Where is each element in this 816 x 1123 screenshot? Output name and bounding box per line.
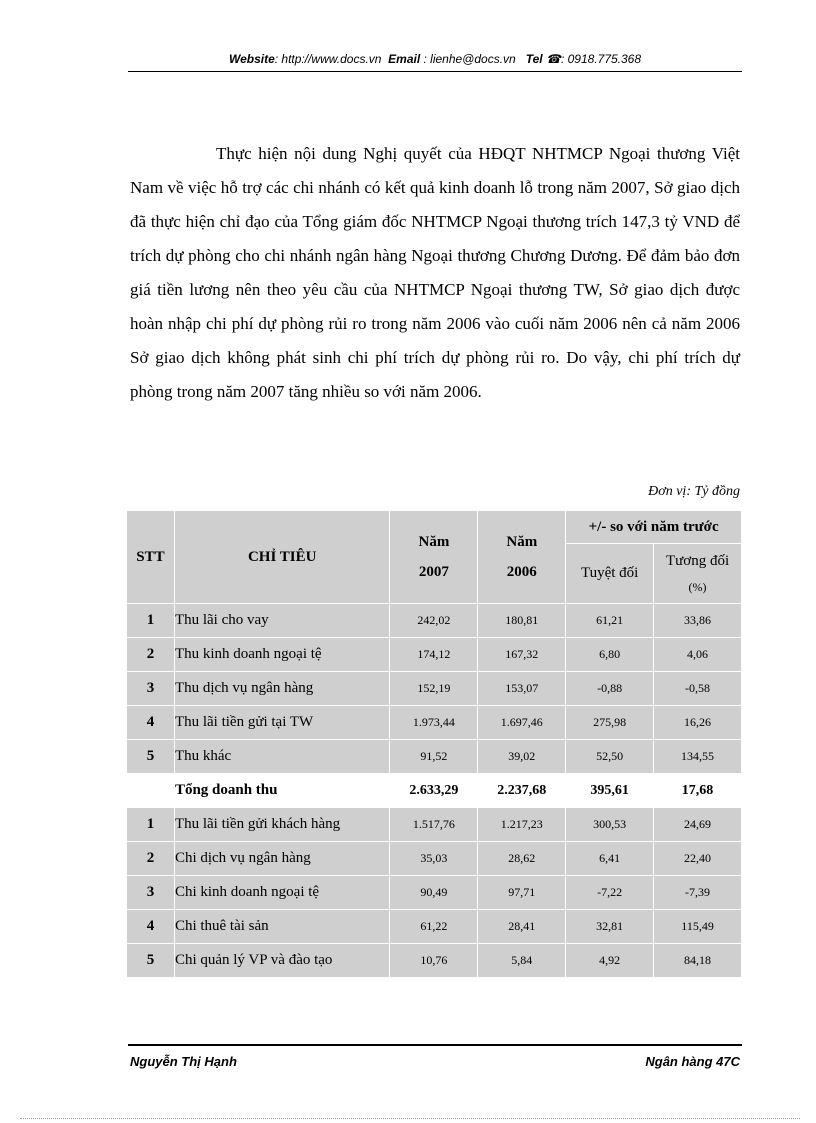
row-absolute: 61,21 bbox=[566, 604, 654, 638]
row-name: Thu dịch vụ ngân hàng bbox=[174, 672, 390, 706]
row-stt: 1 bbox=[127, 604, 175, 638]
table-row bbox=[127, 876, 742, 910]
row-relative: 33,86 bbox=[654, 604, 742, 638]
header-2006: Năm 2006 bbox=[478, 511, 566, 604]
total-2007: 2.633,29 bbox=[390, 774, 478, 808]
row-name: Thu kinh doanh ngoại tệ bbox=[174, 638, 390, 672]
row-2006: 167,32 bbox=[478, 638, 566, 672]
row-stt: 5 bbox=[127, 740, 175, 774]
row-2006: 5,84 bbox=[478, 944, 566, 978]
row-absolute: 6,80 bbox=[566, 638, 654, 672]
unit-label: Đơn vị: Tỷ đồng bbox=[648, 484, 740, 499]
total-2006: 2.237,68 bbox=[478, 774, 566, 808]
row-stt: 5 bbox=[127, 944, 175, 978]
paragraph-text: Thực hiện nội dung Nghị quyết của HĐQT NHTMCP Ngoại thương Việt Nam về việc hỗ trợ các chi nhánh có kết quả kinh doanh lỗ trong năm 2007, Sở giao dịch đã thực hiện chỉ đạo của Tổng giám đốc NHTMCP Ngoại thương trích 147,3 tỷ VND để trích dự phòng cho chi nhánh ngân hàng Ngoại thương Chương Dương. Để đảm bảo đơn giá tiền lương nên theo yêu cầu của NHTMCP Ngoại thương TW, Sở giao dịch được hoàn nhập chi phí dự phòng rủi ro trong năm 2006 vào cuối năm 2006 nên cả năm 2006 Sở giao dịch không phát sinh chi phí trích dự phòng rủi ro. Do vậy, chi phí trích dự phòng trong năm 2007 tăng nhiều so với năm 2006. bbox=[130, 144, 740, 401]
table-row bbox=[127, 604, 742, 638]
row-absolute: 300,53 bbox=[566, 808, 654, 842]
row-stt: 3 bbox=[127, 672, 175, 706]
row-2007: 35,03 bbox=[390, 842, 478, 876]
header-compare: +/- so với năm trước bbox=[566, 511, 742, 544]
header-divider bbox=[128, 71, 742, 72]
table-row bbox=[127, 808, 742, 842]
footer-class: Ngân hàng 47C bbox=[645, 1054, 740, 1069]
table-header-row-1 bbox=[127, 511, 742, 544]
row-2006: 153,07 bbox=[478, 672, 566, 706]
page-header bbox=[128, 52, 742, 70]
row-relative: 115,49 bbox=[654, 910, 742, 944]
row-name: Thu lãi tiền gửi khách hàng bbox=[174, 808, 390, 842]
header-absolute: Tuyệt đối bbox=[566, 544, 654, 604]
row-2007: 90,49 bbox=[390, 876, 478, 910]
website-label: Website bbox=[228, 52, 275, 66]
email-address[interactable]: : lienhe@docs.vn bbox=[420, 52, 516, 66]
table-row bbox=[127, 672, 742, 706]
row-relative: 84,18 bbox=[654, 944, 742, 978]
row-2007: 61,22 bbox=[390, 910, 478, 944]
table-row bbox=[127, 944, 742, 978]
row-name: Chi kinh doanh ngoại tệ bbox=[174, 876, 390, 910]
row-relative: 16,26 bbox=[654, 706, 742, 740]
row-absolute: -7,22 bbox=[566, 876, 654, 910]
row-relative: 24,69 bbox=[654, 808, 742, 842]
table-row bbox=[127, 842, 742, 876]
row-absolute: 52,50 bbox=[566, 740, 654, 774]
revenue-expense-table bbox=[126, 510, 742, 978]
row-relative: 134,55 bbox=[654, 740, 742, 774]
row-name: Chi dịch vụ ngân hàng bbox=[174, 842, 390, 876]
row-stt: 2 bbox=[127, 638, 175, 672]
row-2006: 28,41 bbox=[478, 910, 566, 944]
page-bottom-border bbox=[20, 1118, 800, 1119]
row-2007: 1.973,44 bbox=[390, 706, 478, 740]
header-relative: Tương đối (%) bbox=[654, 544, 742, 604]
row-2006: 39,02 bbox=[478, 740, 566, 774]
row-stt: 3 bbox=[127, 876, 175, 910]
body-paragraph bbox=[130, 137, 740, 409]
row-relative: 4,06 bbox=[654, 638, 742, 672]
row-2007: 1.517,76 bbox=[390, 808, 478, 842]
row-name: Thu khác bbox=[174, 740, 390, 774]
row-2006: 1.697,46 bbox=[478, 706, 566, 740]
header-chi-tieu: CHỈ TIÊU bbox=[174, 511, 390, 604]
row-name: Thu lãi cho vay bbox=[174, 604, 390, 638]
row-2007: 174,12 bbox=[390, 638, 478, 672]
row-relative: 22,40 bbox=[654, 842, 742, 876]
email-label: Email bbox=[388, 52, 421, 66]
website-url[interactable]: : http://www.docs.vn bbox=[274, 52, 382, 66]
footer-author: Nguyễn Thị Hạnh bbox=[130, 1054, 237, 1069]
row-absolute: 32,81 bbox=[566, 910, 654, 944]
row-absolute: 275,98 bbox=[566, 706, 654, 740]
row-2007: 152,19 bbox=[390, 672, 478, 706]
row-name: Thu lãi tiền gửi tại TW bbox=[174, 706, 390, 740]
row-2007: 10,76 bbox=[390, 944, 478, 978]
row-2006: 97,71 bbox=[478, 876, 566, 910]
total-row bbox=[127, 774, 742, 808]
row-2006: 28,62 bbox=[478, 842, 566, 876]
row-relative: -0,58 bbox=[654, 672, 742, 706]
total-stt bbox=[127, 774, 175, 808]
row-2007: 242,02 bbox=[390, 604, 478, 638]
tel-number: : 0918.775.368 bbox=[560, 52, 642, 66]
header-2007: Năm 2007 bbox=[390, 511, 478, 604]
total-name: Tổng doanh thu bbox=[174, 774, 390, 808]
tel-label: Tel bbox=[525, 52, 543, 66]
phone-icon: ☎ bbox=[546, 52, 561, 66]
row-relative: -7,39 bbox=[654, 876, 742, 910]
row-absolute: 4,92 bbox=[566, 944, 654, 978]
row-2006: 1.217,23 bbox=[478, 808, 566, 842]
row-stt: 2 bbox=[127, 842, 175, 876]
row-2007: 91,52 bbox=[390, 740, 478, 774]
row-name: Chi thuê tài sản bbox=[174, 910, 390, 944]
table-row bbox=[127, 910, 742, 944]
table-row bbox=[127, 638, 742, 672]
row-absolute: 6,41 bbox=[566, 842, 654, 876]
row-name: Chi quản lý VP và đào tạo bbox=[174, 944, 390, 978]
table-row bbox=[127, 740, 742, 774]
row-stt: 4 bbox=[127, 706, 175, 740]
total-absolute: 395,61 bbox=[566, 774, 654, 808]
row-2006: 180,81 bbox=[478, 604, 566, 638]
table-row bbox=[127, 706, 742, 740]
total-relative: 17,68 bbox=[654, 774, 742, 808]
header-stt: STT bbox=[127, 511, 175, 604]
row-stt: 1 bbox=[127, 808, 175, 842]
footer-divider bbox=[128, 1044, 742, 1046]
row-stt: 4 bbox=[127, 910, 175, 944]
row-absolute: -0,88 bbox=[566, 672, 654, 706]
